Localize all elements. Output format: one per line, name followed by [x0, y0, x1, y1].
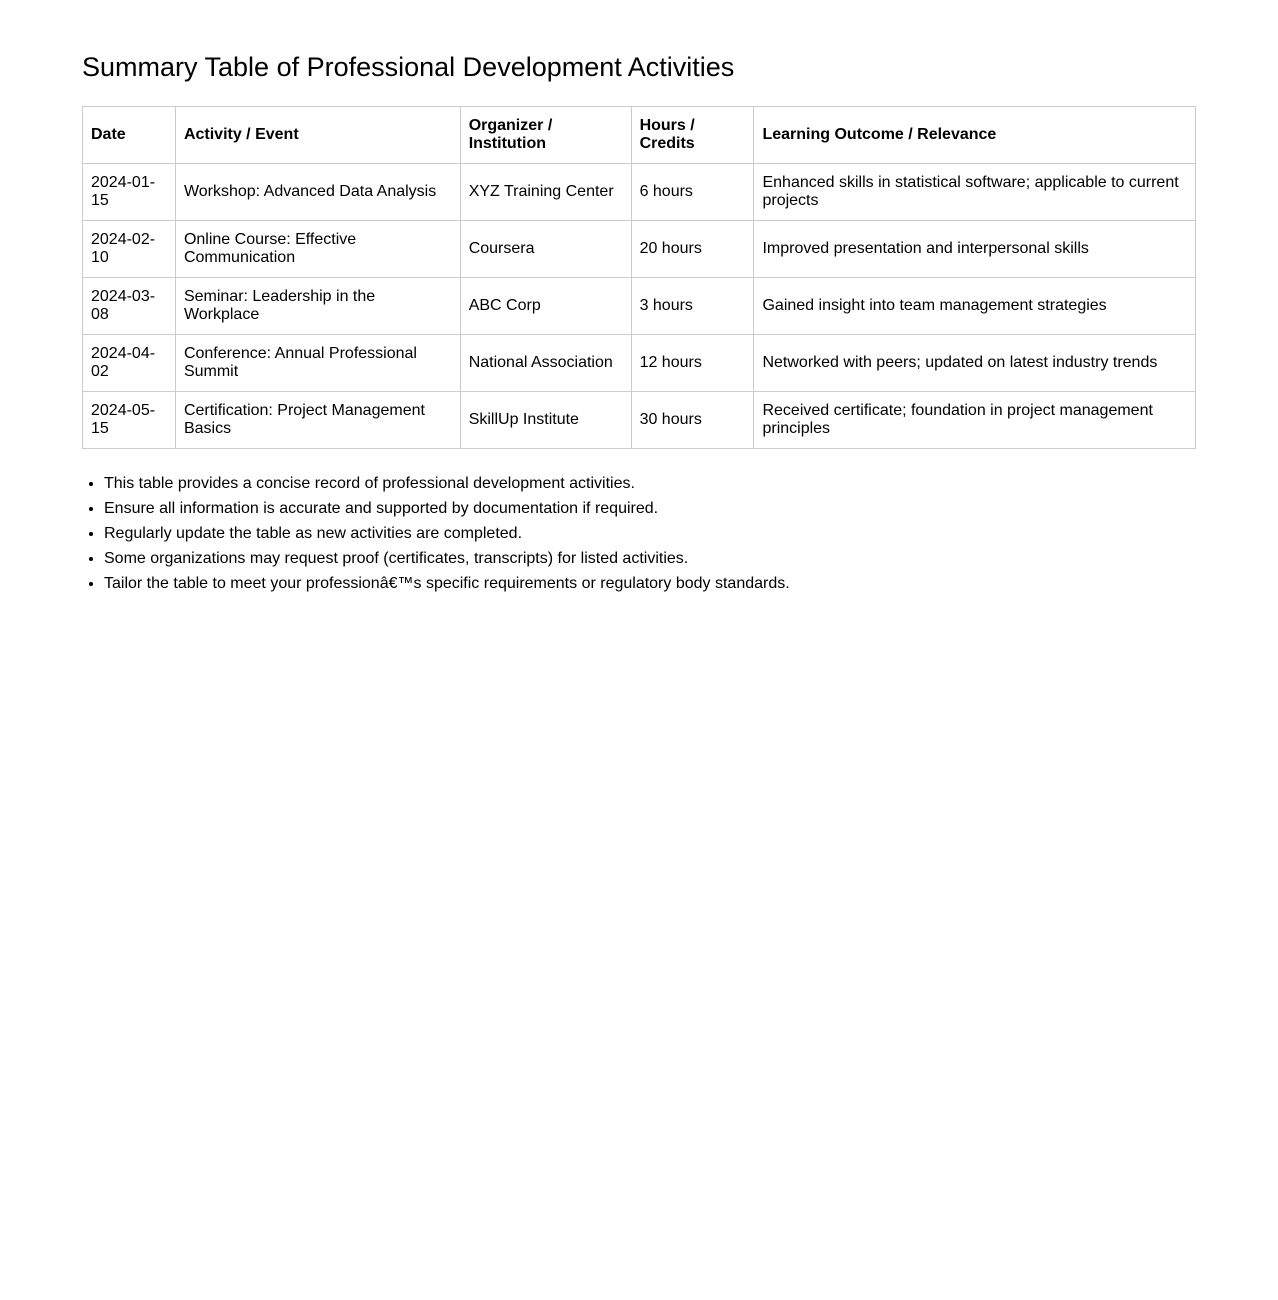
- list-item: • Tailor the table to meet your professionâ€™s specific requirements or regulatory body standards.: [104, 571, 1196, 596]
- table-row: [83, 392, 1196, 449]
- header-date: Date: [83, 107, 176, 164]
- header-organizer: Organizer / Institution: [460, 107, 631, 164]
- cell-organizer: ABC Corp: [460, 278, 631, 335]
- activities-table: [82, 106, 1196, 449]
- table-row: [83, 221, 1196, 278]
- notes-list: [82, 471, 1196, 596]
- cell-activity: Workshop: Advanced Data Analysis: [175, 164, 460, 221]
- header-activity: Activity / Event: [175, 107, 460, 164]
- cell-outcome: Improved presentation and interpersonal skills: [754, 221, 1196, 278]
- list-item: • Regularly update the table as new activities are completed.: [104, 521, 1196, 546]
- cell-organizer: National Association: [460, 335, 631, 392]
- cell-organizer: SkillUp Institute: [460, 392, 631, 449]
- list-item: • Some organizations may request proof (certificates, transcripts) for listed activities.: [104, 546, 1196, 571]
- cell-organizer: XYZ Training Center: [460, 164, 631, 221]
- table-row: [83, 278, 1196, 335]
- cell-date: 2024-03-08: [83, 278, 176, 335]
- cell-activity: Conference: Annual Professional Summit: [175, 335, 460, 392]
- cell-activity: Certification: Project Management Basics: [175, 392, 460, 449]
- table-row: [83, 335, 1196, 392]
- page-title: Summary Table of Professional Development Activities: [82, 52, 735, 82]
- document-page: [0, 0, 1278, 596]
- header-outcome: Learning Outcome / Relevance: [754, 107, 1196, 164]
- cell-hours: 3 hours: [631, 278, 754, 335]
- cell-outcome: Received certificate; foundation in project management principles: [754, 392, 1196, 449]
- table-row: [83, 164, 1196, 221]
- cell-outcome: Enhanced skills in statistical software; applicable to current projects: [754, 164, 1196, 221]
- cell-activity: Seminar: Leadership in the Workplace: [175, 278, 460, 335]
- cell-hours: 12 hours: [631, 335, 754, 392]
- header-hours: Hours / Credits: [631, 107, 754, 164]
- cell-date: 2024-05-15: [83, 392, 176, 449]
- cell-date: 2024-02-10: [83, 221, 176, 278]
- cell-hours: 30 hours: [631, 392, 754, 449]
- list-item: • Ensure all information is accurate and supported by documentation if required.: [104, 496, 1196, 521]
- cell-date: 2024-01-15: [83, 164, 176, 221]
- cell-outcome: Networked with peers; updated on latest industry trends: [754, 335, 1196, 392]
- cell-outcome: Gained insight into team management strategies: [754, 278, 1196, 335]
- cell-activity: Online Course: Effective Communication: [175, 221, 460, 278]
- cell-date: 2024-04-02: [83, 335, 176, 392]
- table-header-row: [83, 107, 1196, 164]
- cell-organizer: Coursera: [460, 221, 631, 278]
- cell-hours: 20 hours: [631, 221, 754, 278]
- cell-hours: 6 hours: [631, 164, 754, 221]
- list-item: • This table provides a concise record of professional development activities.: [104, 471, 1196, 496]
